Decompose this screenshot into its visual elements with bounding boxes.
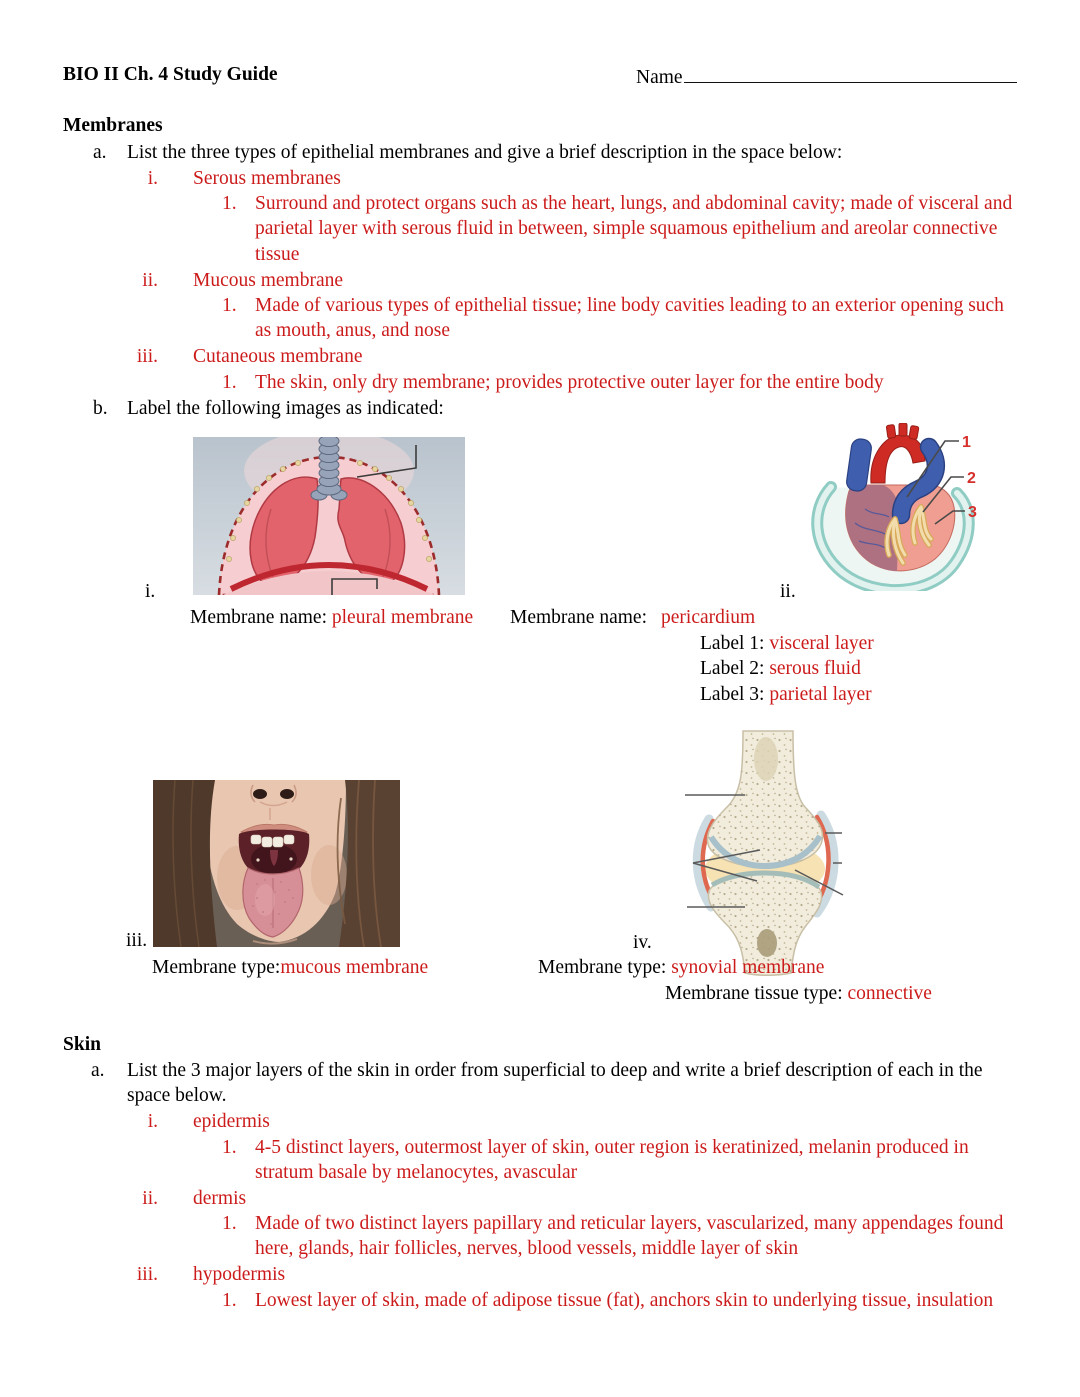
lungs-illustration bbox=[193, 437, 465, 595]
label-3-answer: parietal layer bbox=[769, 683, 872, 705]
membranes-item-b-text: Label the following images as indicated: bbox=[127, 398, 444, 419]
heart-label-number-1: 1 bbox=[962, 434, 971, 451]
desc-line: tissue bbox=[255, 243, 300, 265]
skin-layer-name: dermis bbox=[193, 1188, 247, 1209]
list-number: 1. bbox=[222, 1213, 237, 1234]
membranes-item-b-marker: b. bbox=[93, 398, 108, 419]
aorta bbox=[871, 423, 925, 483]
heart-caption bbox=[510, 605, 755, 630]
desc-line: Made of two distinct layers papillary and reticular layers, vascularized, many appendages found bbox=[255, 1213, 1004, 1234]
desc-line: Surround and protect organs such as the heart, lungs, and abdominal cavity; made of visceral and bbox=[255, 193, 1013, 214]
skin-item-a-text bbox=[127, 1058, 983, 1109]
caption-label: Membrane name: bbox=[510, 607, 647, 628]
label-2-answer: serous fluid bbox=[769, 658, 861, 680]
caption-answer: connective bbox=[847, 983, 932, 1004]
membranes-item-a-text: List the three types of epithelial membranes and give a brief description in the space below: bbox=[127, 142, 843, 163]
joint-illustration bbox=[645, 715, 905, 977]
mouth-photo bbox=[153, 780, 400, 947]
caption-answer: mucous membrane bbox=[280, 957, 429, 978]
skin-layer-desc bbox=[222, 1288, 994, 1313]
label-1-answer: visceral layer bbox=[769, 633, 874, 654]
label-3: Label 3: bbox=[700, 683, 770, 705]
membrane-item-marker: i. bbox=[147, 168, 158, 189]
figure-index-ii: ii. bbox=[780, 581, 796, 602]
caption-label: Membrane type: bbox=[152, 957, 281, 978]
desc-line: parietal layer with serous fluid in between, simple squamous epithelium and areolar connective bbox=[255, 218, 998, 240]
label-2: Label 2: bbox=[700, 658, 770, 680]
upper-bone bbox=[707, 731, 822, 867]
list-number: 1. bbox=[222, 193, 237, 214]
desc-line: here, glands, hair follicles, nerves, blood vessels, middle layer of skin bbox=[255, 1238, 799, 1260]
caption-label: Membrane type: bbox=[538, 957, 672, 978]
skin-a-line: List the 3 major layers of the skin in order from superficial to deep and write a brief description of each in the bbox=[127, 1060, 983, 1081]
membranes-heading: Membranes bbox=[63, 115, 163, 136]
desc-line: 4-5 distinct layers, outermost layer of skin, outer region is keratinized, melanin produced in bbox=[255, 1137, 969, 1158]
caption-answer: synovial membrane bbox=[671, 957, 825, 978]
skin-layer-desc bbox=[222, 1211, 1004, 1262]
heart-label-number-2: 2 bbox=[967, 470, 976, 487]
membrane-item-desc bbox=[222, 191, 1013, 267]
desc-line: Lowest layer of skin, made of adipose tissue (fat), anchors skin to underlying tissue, insulation bbox=[255, 1290, 994, 1311]
membrane-item-marker: ii. bbox=[142, 270, 158, 291]
joint-tissue-caption bbox=[665, 981, 932, 1006]
skin-item-marker: i. bbox=[147, 1111, 158, 1132]
label-1: Label 1: bbox=[700, 633, 770, 654]
caption-label: Membrane tissue type: bbox=[665, 983, 848, 1004]
mouth-caption bbox=[152, 955, 428, 980]
doc-title: BIO II Ch. 4 Study Guide bbox=[63, 64, 278, 85]
heart-label-number-3: 3 bbox=[968, 504, 977, 521]
list-number: 1. bbox=[222, 372, 237, 393]
membrane-item-desc bbox=[222, 293, 1004, 344]
desc-line: The skin, only dry membrane; provides protective outer layer for the entire body bbox=[255, 372, 884, 393]
caption-answer: pleural membrane bbox=[331, 607, 474, 628]
hair-right bbox=[339, 780, 400, 947]
membranes-item-a-marker: a. bbox=[93, 142, 107, 163]
skin-item-marker: ii. bbox=[142, 1188, 158, 1209]
desc-line: Made of various types of epithelial tissue; line body cavities leading to an exterior opening such bbox=[255, 295, 1004, 316]
skin-item-marker: iii. bbox=[136, 1264, 158, 1285]
heart-illustration bbox=[795, 423, 995, 591]
figure-index-iii: iii. bbox=[126, 930, 148, 951]
skin-layer-name: epidermis bbox=[193, 1111, 270, 1132]
list-number: 1. bbox=[222, 1137, 237, 1158]
skin-heading: Skin bbox=[63, 1034, 101, 1055]
list-number: 1. bbox=[222, 295, 237, 316]
membrane-item-name: Cutaneous membrane bbox=[193, 346, 363, 367]
caption-label: Membrane name: bbox=[190, 607, 332, 628]
figure-index-i: i. bbox=[145, 581, 156, 602]
heart-labels-block bbox=[700, 631, 874, 707]
membrane-item-marker: iii. bbox=[136, 346, 158, 367]
lungs-caption bbox=[190, 605, 473, 630]
name-blank-line bbox=[684, 62, 1017, 83]
membrane-item-desc bbox=[222, 370, 884, 395]
superior-vena-cava bbox=[845, 438, 872, 492]
list-number: 1. bbox=[222, 1290, 237, 1311]
skin-a-line: space below. bbox=[127, 1085, 227, 1107]
name-field bbox=[636, 62, 1017, 87]
skin-item-a-marker: a. bbox=[91, 1060, 105, 1081]
figure-index-iv: iv. bbox=[633, 932, 652, 953]
name-label: Name bbox=[636, 67, 683, 88]
joint-caption bbox=[538, 955, 824, 980]
desc-line: as mouth, anus, and nose bbox=[255, 320, 450, 342]
skin-layer-name: hypodermis bbox=[193, 1264, 286, 1285]
skin-layer-desc bbox=[222, 1135, 969, 1186]
hair-left bbox=[153, 780, 217, 947]
caption-answer: pericardium bbox=[661, 607, 756, 628]
desc-line: stratum basale by melanocytes, avascular bbox=[255, 1162, 578, 1184]
membrane-item-name: Mucous membrane bbox=[193, 270, 344, 291]
membrane-item-name: Serous membranes bbox=[193, 168, 341, 189]
